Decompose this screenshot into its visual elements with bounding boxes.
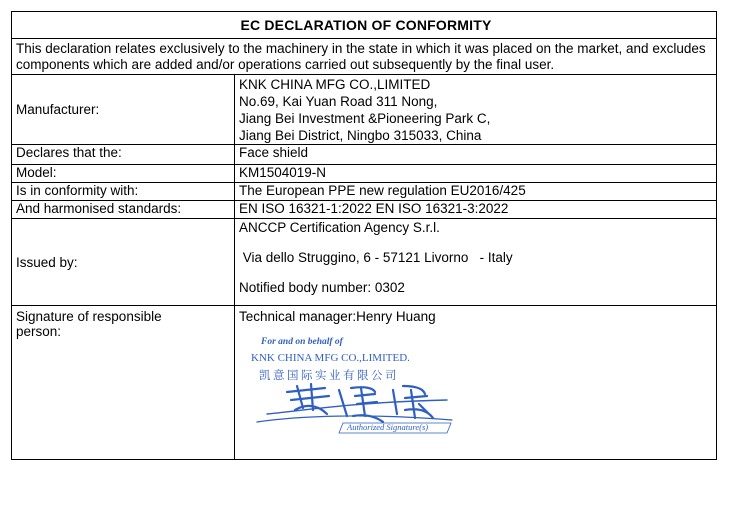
standards-value: EN ISO 16321-1:2022 EN ISO 16321-3:2022 <box>235 201 717 219</box>
declaration-document <box>11 11 717 460</box>
model-value: KM1504019-N <box>235 165 717 183</box>
issued-by-label: Issued by: <box>12 219 235 306</box>
manufacturer-line: KNK CHINA MFG CO.,LIMITED <box>239 77 431 92</box>
notified-body: Notified body number: 0302 <box>239 280 405 295</box>
manufacturer-line: Jiang Bei District, Ningbo 315033, China <box>239 128 482 143</box>
issued-by-details <box>235 219 717 306</box>
conformity-value: The European PPE new regulation EU2016/425 <box>235 183 717 201</box>
stamp-line-company: KNK CHINA MFG CO.,LIMITED. <box>251 352 410 364</box>
signature-label <box>12 306 235 460</box>
manufacturer-label: Manufacturer: <box>12 75 235 145</box>
manufacturer-line: Jiang Bei Investment &Pioneering Park C, <box>239 111 491 126</box>
declaration-table <box>11 11 717 460</box>
stamp-line-behalf: For and on behalf of <box>261 337 343 347</box>
document-title: EC DECLARATION OF CONFORMITY <box>12 12 717 39</box>
signature-cell <box>235 306 717 460</box>
agency-address: Via dello Struggino, 6 - 57121 Livorno - Italy <box>239 250 513 265</box>
signature-label-line: Signature of responsible <box>16 309 162 324</box>
conformity-label: Is in conformity with: <box>12 183 235 201</box>
declares-label: Declares that the: <box>12 145 235 165</box>
stamp-line-authorized: Authorized Signature(s) <box>347 422 429 432</box>
handwritten-signature <box>257 384 452 422</box>
manufacturer-address <box>235 75 717 145</box>
manufacturer-line: No.69, Kai Yuan Road 311 Nong, <box>239 94 438 109</box>
technical-manager: Technical manager:Henry Huang <box>239 309 436 324</box>
company-stamp-signature <box>247 330 457 438</box>
declares-value: Face shield <box>235 145 717 165</box>
intro-text: This declaration relates exclusively to the machinery in the state in which it was placed on the market, and excludes components which are added and/or operations carried out subsequently by the final user. <box>12 39 717 75</box>
agency-name: ANCCP Certification Agency S.r.l. <box>239 220 440 235</box>
standards-label: And harmonised standards: <box>12 201 235 219</box>
stamp-line-chinese: 凯意国际实业有限公司 <box>259 368 399 382</box>
model-label: Model: <box>12 165 235 183</box>
signature-label-line: person: <box>16 324 62 339</box>
